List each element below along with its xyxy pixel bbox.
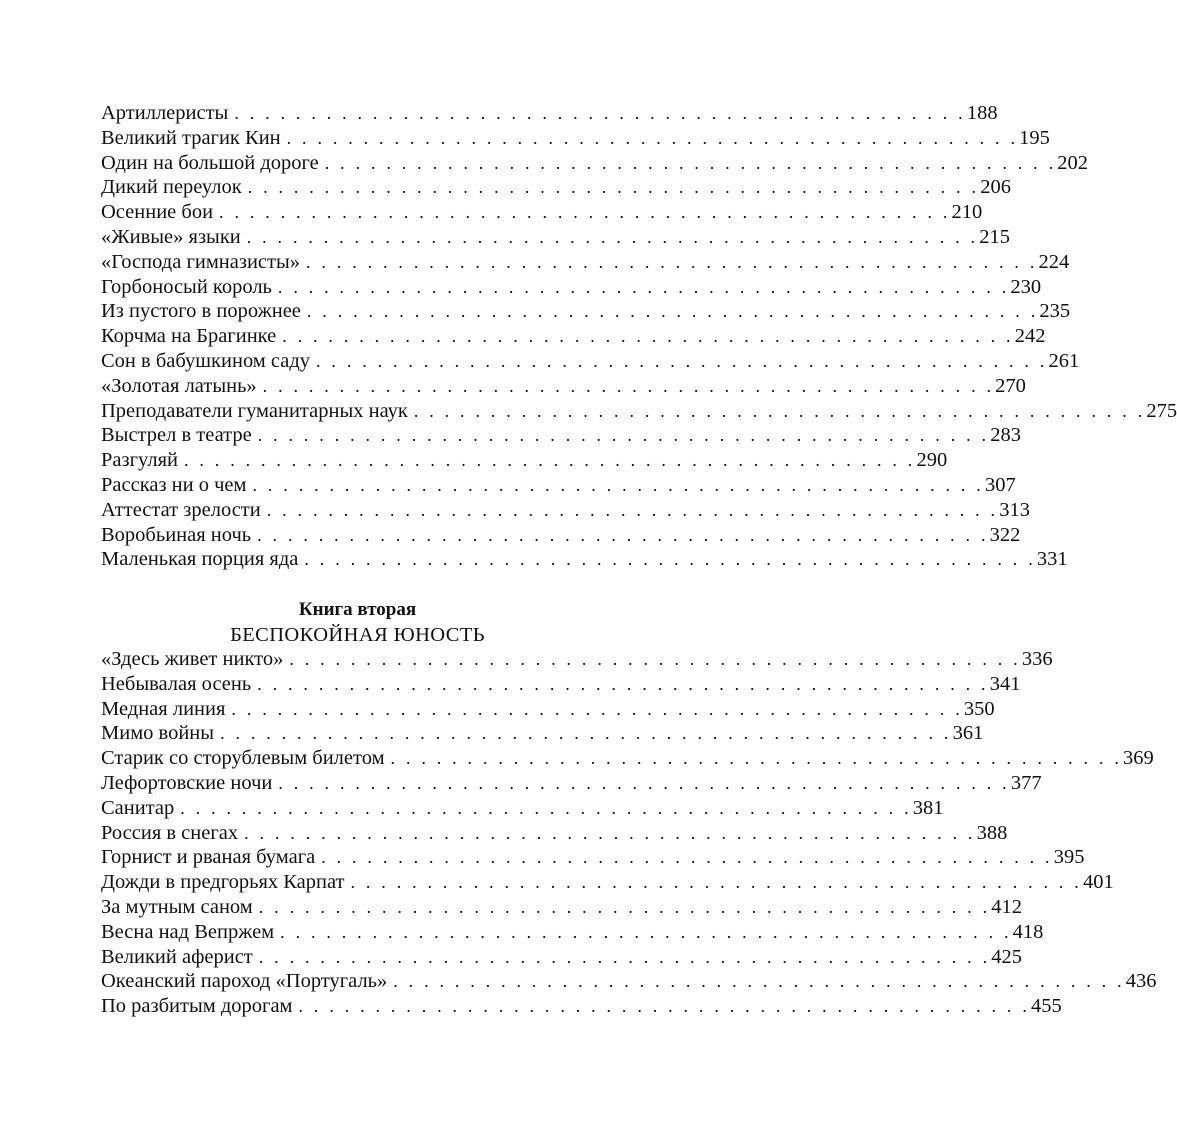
toc-entry[interactable] bbox=[101, 151, 1089, 176]
toc-entry-title: Океанский пароход «Португаль» bbox=[101, 970, 388, 993]
toc-entry-page: 369 bbox=[1123, 747, 1154, 770]
toc-entry-page: 377 bbox=[1010, 771, 1042, 794]
toc-entry-title: Один на большой дороге bbox=[101, 151, 319, 174]
toc-entry-title: Старик со сторублевым билетом bbox=[101, 747, 385, 770]
toc-entry[interactable] bbox=[101, 523, 1021, 548]
toc-leader: . . . . . . . . . . . . . . . . . . . . . . . . . . . . . . . . . . . . . . . . . . . . . . . . bbox=[246, 226, 979, 247]
toc-leader: . . . . . . . . . . . . . . . . . . . . . . . . . . . . . . . . . . . . . . . . . . . . . . . . bbox=[258, 896, 991, 917]
toc-entry[interactable] bbox=[101, 399, 1177, 424]
toc-entry[interactable] bbox=[101, 324, 1046, 349]
toc-leader: . . . . . . . . . . . . . . . . . . . . . . . . . . . . . . . . . . . . . . . . . . . . . . . . bbox=[324, 152, 1057, 173]
toc-entry[interactable] bbox=[101, 920, 1044, 945]
toc-leader: . . . . . . . . . . . . . . . . . . . . . . . . . . . . . . . . . . . . . . . . . . . . . . . . bbox=[184, 450, 916, 471]
toc-entry-title: Санитар bbox=[101, 796, 175, 819]
toc-entry-title: Аттестат зрелости bbox=[101, 498, 261, 521]
toc-entry[interactable] bbox=[101, 672, 1021, 697]
toc-entry[interactable] bbox=[101, 250, 1070, 275]
toc-leader: . . . . . . . . . . . . . . . . . . . . . . . . . . . . . . . . . . . . . . . . . . . . . . . . bbox=[234, 103, 966, 123]
toc-entry-title: «Живые» языки bbox=[101, 225, 241, 248]
toc-entry[interactable] bbox=[101, 895, 1023, 920]
toc-leader: . . . . . . . . . . . . . . . . . . . . . . . . . . . . . . . . . . . . . . . . . . . . . . . . bbox=[262, 375, 995, 396]
toc-leader: . . . . . . . . . . . . . . . . . . . . . . . . . . . . . . . . . . . . . . . . . . . . . . . . bbox=[282, 326, 1014, 347]
toc-leader: . . . . . . . . . . . . . . . . . . . . . . . . . . . . . . . . . . . . . . . . . . . . . . . . bbox=[413, 400, 1146, 421]
toc-entry-page: 275 bbox=[1146, 399, 1177, 422]
toc-entry-title: «Здесь живет никто» bbox=[101, 648, 284, 670]
toc-leader: . . . . . . . . . . . . . . . . . . . . . . . . . . . . . . . . . . . . . . . . . . . . . . . . bbox=[286, 127, 1019, 148]
toc-entry-page: 455 bbox=[1031, 995, 1062, 1018]
toc-entry[interactable] bbox=[101, 796, 944, 821]
toc-entry-title: «Господа гимназисты» bbox=[101, 250, 301, 273]
toc-entry-page: 388 bbox=[976, 821, 1008, 844]
toc-entry[interactable] bbox=[101, 275, 1042, 300]
toc-entry-title: Корчма на Брагинке bbox=[101, 325, 277, 348]
toc-entry[interactable] bbox=[101, 721, 984, 746]
toc-entry-title: Великий аферист bbox=[101, 945, 253, 968]
toc-entry-page: 336 bbox=[1021, 648, 1053, 670]
toc-list-part2 bbox=[101, 647, 1157, 1019]
toc-entry[interactable] bbox=[101, 647, 1053, 672]
toc-entry-page: 436 bbox=[1125, 970, 1157, 993]
toc-leader: . . . . . . . . . . . . . . . . . . . . . . . . . . . . . . . . . . . . . . . . . . . . . . . . bbox=[277, 276, 1010, 297]
toc-entry-title: Горнист и рваная бумага bbox=[101, 846, 316, 869]
toc-entry-title: Лефортовские ночи bbox=[101, 771, 273, 794]
toc-leader: . . . . . . . . . . . . . . . . . . . . . . . . . . . . . . . . . . . . . . . . . . . . . . . . bbox=[289, 649, 1021, 669]
toc-entry-page: 188 bbox=[966, 102, 998, 124]
toc-leader: . . . . . . . . . . . . . . . . . . . . . . . . . . . . . . . . . . . . . . . . . . . . . . . . bbox=[180, 797, 912, 818]
toc-entry[interactable] bbox=[101, 547, 1068, 572]
toc-entry-page: 350 bbox=[963, 697, 995, 720]
toc-entry[interactable] bbox=[101, 101, 998, 126]
toc-entry-title: Разгуляй bbox=[101, 449, 178, 472]
toc-leader: . . . . . . . . . . . . . . . . . . . . . . . . . . . . . . . . . . . . . . . . . . . . . . . . bbox=[231, 698, 963, 719]
toc-entry[interactable] bbox=[101, 771, 1042, 796]
toc-entry-page: 242 bbox=[1014, 325, 1046, 348]
toc-entry-page: 307 bbox=[985, 473, 1016, 496]
toc-entry-page: 322 bbox=[989, 523, 1021, 546]
toc-entry[interactable] bbox=[101, 126, 1050, 151]
toc-entry[interactable] bbox=[101, 697, 995, 722]
toc-entry[interactable] bbox=[101, 299, 1071, 324]
toc-leader: . . . . . . . . . . . . . . . . . . . . . . . . . . . . . . . . . . . . . . . . . . . . . . . . bbox=[304, 549, 1036, 570]
toc-leader: . . . . . . . . . . . . . . . . . . . . . . . . . . . . . . . . . . . . . . . . . . . . . . . . bbox=[258, 946, 991, 967]
toc-leader: . . . . . . . . . . . . . . . . . . . . . . . . . . . . . . . . . . . . . . . . . . . . . . . . bbox=[306, 301, 1039, 322]
toc-entry[interactable] bbox=[101, 845, 1085, 870]
toc-entry[interactable] bbox=[101, 746, 1154, 771]
toc-entry[interactable] bbox=[101, 349, 1080, 374]
toc-entry-page: 261 bbox=[1048, 349, 1080, 372]
toc-entry[interactable] bbox=[101, 821, 1008, 846]
toc-entry-title: Из пустого в порожнее bbox=[101, 300, 301, 323]
section-title: БЕСПОКОЙНАЯ ЮНОСТЬ bbox=[230, 624, 485, 646]
toc-entry-page: 361 bbox=[952, 722, 984, 745]
toc-entry-title: Выстрел в театре bbox=[101, 424, 252, 447]
toc-entry-page: 290 bbox=[916, 449, 948, 472]
toc-entry-page: 418 bbox=[1012, 920, 1044, 943]
toc-leader: . . . . . . . . . . . . . . . . . . . . . . . . . . . . . . . . . . . . . . . . . . . . . . . . bbox=[257, 673, 989, 694]
toc-entry-page: 270 bbox=[995, 374, 1026, 397]
toc-leader: . . . . . . . . . . . . . . . . . . . . . . . . . . . . . . . . . . . . . . . . . . . . . . . . bbox=[316, 350, 1048, 371]
toc-entry-title: Весна над Вепржем bbox=[101, 920, 275, 943]
toc-entry-title: За мутным саном bbox=[101, 895, 253, 918]
toc-entry-page: 235 bbox=[1039, 300, 1071, 323]
toc-entry[interactable] bbox=[101, 945, 1023, 970]
toc-leader: . . . . . . . . . . . . . . . . . . . . . . . . . . . . . . . . . . . . . . . . . . . . . . . . bbox=[244, 822, 976, 843]
toc-entry-page: 283 bbox=[990, 424, 1021, 447]
toc-entry-page: 331 bbox=[1036, 548, 1068, 571]
toc-entry-title: Воробьиная ночь bbox=[101, 523, 252, 546]
toc-entry-page: 425 bbox=[991, 945, 1023, 968]
toc-leader: . . . . . . . . . . . . . . . . . . . . . . . . . . . . . . . . . . . . . . . . . . . . . . . . bbox=[257, 524, 989, 545]
toc-entry-title: Медная линия bbox=[101, 697, 226, 720]
toc-entry-page: 210 bbox=[951, 201, 983, 224]
toc-entry-page: 412 bbox=[991, 895, 1023, 918]
toc-entry-page: 215 bbox=[979, 225, 1010, 248]
toc-leader: . . . . . . . . . . . . . . . . . . . . . . . . . . . . . . . . . . . . . . . . . . . . . . . . bbox=[266, 499, 999, 520]
toc-leader: . . . . . . . . . . . . . . . . . . . . . . . . . . . . . . . . . . . . . . . . . . . . . . . . bbox=[252, 474, 984, 495]
toc-entry[interactable] bbox=[101, 225, 1010, 250]
toc-leader: . . . . . . . . . . . . . . . . . . . . . . . . . . . . . . . . . . . . . . . . . . . . . . . . bbox=[390, 748, 1123, 769]
toc-entry[interactable] bbox=[101, 870, 1114, 895]
toc-entry-title: «Золотая латынь» bbox=[101, 374, 257, 397]
toc-entry-title: Осенние бои bbox=[101, 201, 214, 224]
toc-entry-page: 195 bbox=[1019, 126, 1050, 149]
toc-entry-title: Сон в бабушкином саду bbox=[101, 349, 311, 372]
toc-entry-title: Дикий переулок bbox=[101, 176, 242, 199]
toc-entry-title: Преподаватели гуманитарных наук bbox=[101, 399, 408, 422]
toc-leader: . . . . . . . . . . . . . . . . . . . . . . . . . . . . . . . . . . . . . . . . . . . . . . . . bbox=[220, 723, 952, 744]
toc-entry-title: Великий трагик Кин bbox=[101, 126, 281, 149]
toc-entry-title: Горбоносый король bbox=[101, 275, 272, 298]
toc-entry-page: 395 bbox=[1053, 846, 1085, 869]
toc-entry-page: 341 bbox=[989, 672, 1021, 695]
toc-entry-page: 224 bbox=[1038, 250, 1070, 273]
toc-entry-title: Артиллеристы bbox=[101, 102, 229, 124]
toc-entry[interactable] bbox=[101, 423, 1021, 448]
toc-entry-title: Россия в снегах bbox=[101, 821, 239, 844]
toc-leader: . . . . . . . . . . . . . . . . . . . . . . . . . . . . . . . . . . . . . . . . . . . . . . . . bbox=[298, 996, 1031, 1017]
toc-entry-title: Рассказ ни о чем bbox=[101, 473, 247, 496]
toc-entry-title: По разбитым дорогам bbox=[101, 995, 293, 1018]
toc-entry-title: Маленькая порция яда bbox=[101, 548, 299, 571]
toc-entry-page: 381 bbox=[912, 796, 944, 819]
toc-list-part1 bbox=[101, 101, 1177, 572]
section-label: Книга вторая bbox=[298, 599, 417, 620]
toc-leader: . . . . . . . . . . . . . . . . . . . . . . . . . . . . . . . . . . . . . . . . . . . . . . . . bbox=[257, 425, 990, 446]
toc-entry-page: 313 bbox=[999, 498, 1030, 521]
toc-leader: . . . . . . . . . . . . . . . . . . . . . . . . . . . . . . . . . . . . . . . . . . . . . . . . bbox=[321, 847, 1053, 868]
toc-entry[interactable] bbox=[101, 498, 1030, 523]
toc-entry-title: Мимо войны bbox=[101, 722, 215, 745]
toc-entry-page: 401 bbox=[1083, 871, 1114, 894]
toc-entry-title: Дожди в предгорьях Карпат bbox=[101, 871, 345, 894]
toc-leader: . . . . . . . . . . . . . . . . . . . . . . . . . . . . . . . . . . . . . . . . . . . . . . . . bbox=[306, 251, 1038, 272]
toc-leader: . . . . . . . . . . . . . . . . . . . . . . . . . . . . . . . . . . . . . . . . . . . . . . . . bbox=[280, 921, 1012, 942]
toc-leader: . . . . . . . . . . . . . . . . . . . . . . . . . . . . . . . . . . . . . . . . . . . . . . . . bbox=[278, 772, 1010, 793]
toc-entry-page: 202 bbox=[1057, 151, 1089, 174]
toc-entry[interactable] bbox=[101, 448, 948, 473]
toc-leader: . . . . . . . . . . . . . . . . . . . . . . . . . . . . . . . . . . . . . . . . . . . . . . . . bbox=[350, 872, 1082, 893]
toc-entry-page: 230 bbox=[1010, 275, 1042, 298]
toc-entry[interactable] bbox=[101, 374, 1026, 399]
toc-entry-title: Небывалая осень bbox=[101, 672, 252, 695]
toc-entry[interactable] bbox=[101, 200, 983, 225]
toc-entry[interactable] bbox=[101, 994, 1062, 1019]
toc-leader: . . . . . . . . . . . . . . . . . . . . . . . . . . . . . . . . . . . . . . . . . . . . . . . . bbox=[247, 177, 980, 198]
toc-leader: . . . . . . . . . . . . . . . . . . . . . . . . . . . . . . . . . . . . . . . . . . . . . . . . bbox=[393, 971, 1125, 992]
toc-entry[interactable] bbox=[101, 969, 1157, 994]
toc-leader: . . . . . . . . . . . . . . . . . . . . . . . . . . . . . . . . . . . . . . . . . . . . . . . . bbox=[219, 202, 951, 223]
toc-entry-page: 206 bbox=[980, 176, 1011, 199]
toc-entry[interactable] bbox=[101, 473, 1016, 498]
toc-entry[interactable] bbox=[101, 175, 1011, 200]
